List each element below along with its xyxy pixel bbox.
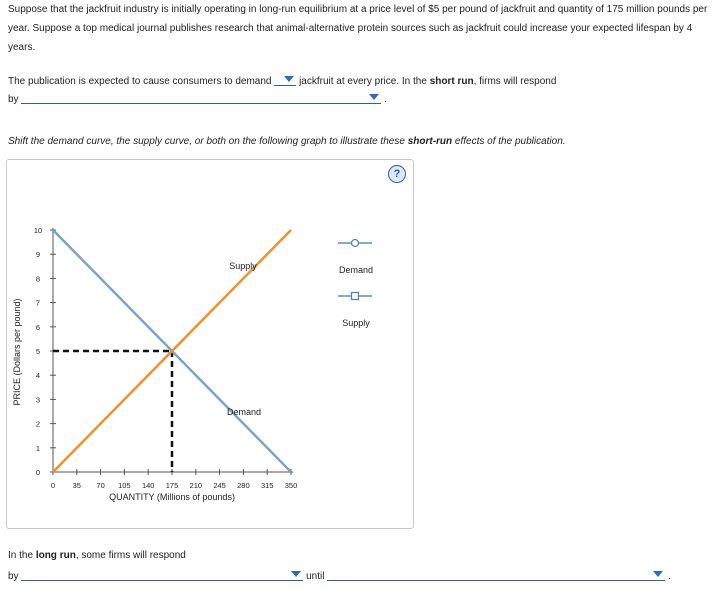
q2-until-label: until	[306, 571, 325, 582]
y-tick-label: 1	[35, 443, 41, 453]
help-icon[interactable]: ?	[388, 165, 406, 183]
x-tick-label: 315	[260, 481, 274, 490]
q1-by-label: by	[8, 94, 19, 105]
x-tick-label: 175	[165, 481, 179, 490]
y-tick-label: 2	[35, 419, 41, 429]
y-tick-label: 0	[35, 468, 41, 477]
x-tick-label: 210	[189, 481, 203, 490]
q2-end: .	[668, 571, 671, 582]
y-tick-label: 5	[35, 347, 41, 356]
demand-curve-label: Demand	[226, 407, 262, 417]
instruction-part1: Shift the demand curve, the supply curve, or both on the following graph to illustrate these	[8, 136, 408, 147]
problem-intro: Suppose that the jackfruit industry is initially operating in long-run equilibrium at a price level of $5 per pound of jackfruit and quantity of 175 million pounds per year. Suppose a top medical journal publishes research that animal-alternative protein sources such as jackfruit could increase your expected lifespan by 4 years.	[8, 4, 708, 53]
y-tick-label: 10	[33, 226, 43, 235]
chevron-down-icon	[291, 571, 301, 577]
q2-line-2	[8, 568, 671, 582]
q2-by-label: by	[8, 571, 19, 582]
x-tick-label: 140	[141, 481, 155, 490]
legend-supply-label: Supply	[342, 318, 370, 328]
x-tick-label: 280	[237, 481, 250, 490]
x-tick-label: 105	[118, 481, 131, 490]
x-tick-label: 245	[213, 481, 226, 490]
instruction-part2: effects of the publication.	[452, 136, 566, 147]
q2-bold: long run	[35, 550, 76, 561]
q1-end: .	[384, 94, 387, 105]
y-tick-label: 3	[35, 395, 41, 405]
x-axis-label: QUANTITY (Millions of pounds)	[109, 492, 235, 502]
q2-suffix: , some firms will respond	[75, 550, 186, 561]
q2-prefix: In the	[8, 550, 36, 561]
instruction-bold: short-run	[407, 136, 453, 147]
q1-bold: short run	[429, 76, 474, 87]
x-tick-label: 0	[50, 481, 56, 490]
legend-demand-label: Demand	[338, 265, 374, 275]
x-tick-label: 35	[72, 481, 81, 490]
long-run-response-dropdown[interactable]	[21, 568, 303, 581]
y-tick-label: 8	[35, 274, 41, 284]
q1-middle-2: , firms will respond	[473, 76, 557, 87]
q2-line-1	[8, 550, 186, 561]
long-run-until-dropdown[interactable]	[327, 568, 665, 581]
y-tick-label: 9	[35, 250, 41, 260]
y-tick-label: 4	[35, 371, 41, 381]
x-tick-label: 350	[284, 481, 298, 490]
chevron-down-icon	[653, 571, 663, 577]
legend-demand-circle-icon[interactable]	[352, 240, 359, 247]
legend-supply-square-icon[interactable]	[352, 293, 359, 300]
q1-prefix: The publication is expected to cause consumers to demand	[8, 76, 272, 87]
supply-curve-label: Supply	[229, 261, 257, 271]
y-tick-label: 7	[35, 298, 41, 308]
y-tick-label: 6	[35, 322, 41, 332]
x-tick-label: 70	[96, 481, 105, 490]
y-axis-label: PRICE (Dollars per pound)	[12, 298, 22, 406]
q1-middle-1: jackfruit at every price. In the	[299, 76, 430, 87]
